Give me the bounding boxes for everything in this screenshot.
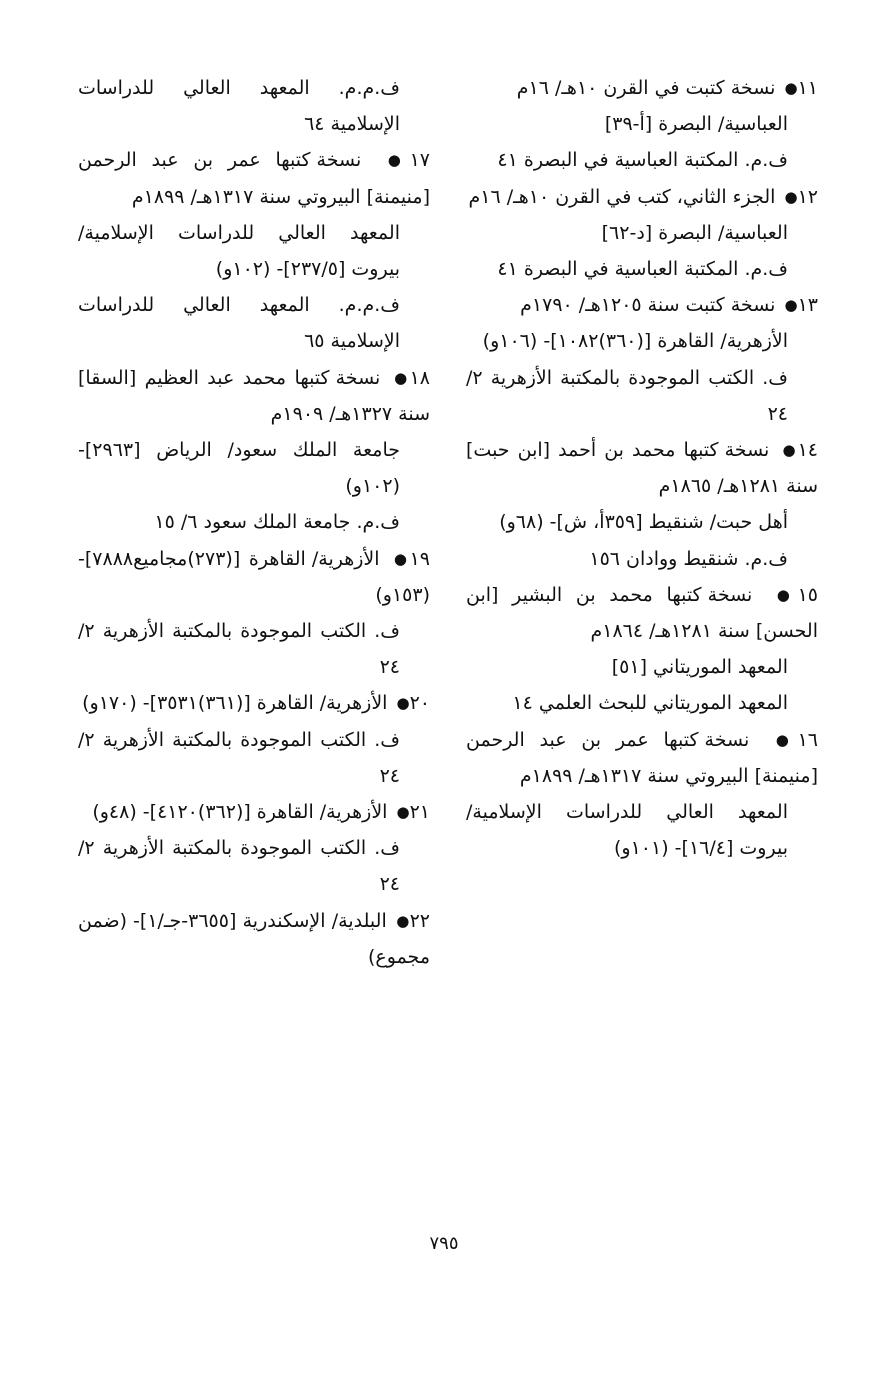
entry-heading [466, 722, 818, 794]
entry-heading [78, 685, 430, 721]
entry-line: ف. الكتب الموجودة بالمكتبة الأزهرية ٢/ ٢٤ [78, 728, 400, 787]
entry-heading [466, 432, 818, 504]
entry-line: ف.م. المكتبة العباسية في البصرة ٤١ [497, 258, 788, 281]
manuscript-entry [78, 541, 430, 686]
manuscript-entry [466, 577, 818, 722]
entry-line: ف. الكتب الموجودة بالمكتبة الأزهرية ٢/ ٢٤ [78, 620, 400, 679]
entry-number: ١٩ [409, 547, 431, 570]
bullet-icon: ● [784, 187, 798, 206]
manuscript-entry [78, 903, 430, 975]
entry-heading [78, 794, 430, 830]
manuscript-entry [466, 722, 818, 867]
bullet-icon: ● [780, 441, 798, 460]
bullet-icon: ● [396, 911, 410, 930]
entry-text: نسخة كتبها محمد بن أحمد [ابن حبت] سنة ١٢٨١هـ/ ١٨٦٥م [466, 439, 818, 498]
manuscript-entry [78, 794, 430, 903]
entry-text: الجزء الثاني، كتب في القرن ١٠هـ/ ١٦م [468, 185, 776, 208]
page-number: ٧٩٥ [429, 1233, 459, 1254]
entry-line: جامعة الملك سعود/ الرياض [٢٩٦٣]- (١٠٢و) [78, 439, 400, 498]
entry-text: الأزهرية/ القاهرة [(٣٦٢)٤١٢٠]- (٤٨و) [92, 801, 388, 824]
manuscript-entry [466, 287, 818, 432]
manuscript-entry [78, 685, 430, 794]
entry-number: ٢١ [409, 801, 430, 824]
entry-heading [466, 287, 818, 323]
bullet-icon: ● [784, 79, 798, 97]
manuscript-entry [78, 142, 430, 359]
entry-heading [78, 903, 430, 975]
manuscript-entry [78, 360, 430, 541]
entry-text: نسخة كتبت في القرن ١٠هـ/ ١٦م [516, 77, 776, 99]
entry-line: ف.م.م. المعهد العالي للدراسات الإسلامية ٦٤ [78, 77, 400, 136]
manuscript-entry [466, 432, 818, 577]
entry-heading [78, 541, 430, 613]
entry-heading [466, 179, 818, 215]
entry-line: ف.م.م. المعهد العالي للدراسات الإسلامية ٦٥ [78, 294, 400, 353]
entry-text: نسخة كتبها عمر بن عبد الرحمن [منيمنة] البيروتي سنة ١٣١٧هـ/ ١٨٩٩م [78, 149, 430, 208]
entry-text: الأزهرية/ القاهرة [(٢٧٣)مجاميع٧٨٨٨]- (١٥٣و) [78, 547, 430, 606]
entry-number: ٢٠ [409, 692, 430, 715]
bullet-icon: ● [767, 730, 798, 749]
entry-text: نسخة كتبها محمد عبد العظيم [السقا] سنة ١٣٢٧هـ/ ١٩٠٩م [78, 366, 430, 425]
entry-heading [466, 577, 818, 649]
left-column [78, 70, 430, 975]
entry-text: الأزهرية/ القاهرة [(٣٦١)٣٥٣١]- (١٧٠و) [82, 692, 388, 715]
entry-line: المعهد الموريتاني [٥١] [611, 656, 788, 679]
entry-number: ١١ [797, 77, 818, 99]
right-column [466, 70, 818, 866]
entry-line: المعهد العالي للدراسات الإسلامية/ بيروت [٢٣٧/٥]- (١٠٢و) [78, 221, 400, 281]
entry-line: ف.م. جامعة الملك سعود ٦/ ١٥ [154, 511, 400, 534]
entry-heading [466, 70, 818, 106]
bullet-icon: ● [379, 151, 410, 170]
bullet-icon: ● [769, 585, 798, 604]
manuscript-entry [466, 179, 818, 288]
entry-number: ١٥ [797, 583, 818, 606]
bullet-icon: ● [396, 803, 410, 822]
entry-number: ١٨ [409, 366, 430, 389]
bullet-icon: ● [396, 694, 410, 713]
manuscript-entry [78, 70, 430, 142]
entry-number: ١٤ [797, 439, 819, 462]
bullet-icon: ● [391, 368, 410, 387]
entry-line: ف. الكتب الموجودة بالمكتبة الأزهرية ٢/ ٢٤ [78, 837, 400, 896]
entry-heading [78, 142, 430, 214]
entry-line: المعهد العالي للدراسات الإسلامية/ بيروت [١٦/٤]- (١٠١و) [466, 801, 788, 860]
entry-number: ١٣ [797, 294, 818, 317]
entry-line: الأزهرية/ القاهرة [(٣٦٠)١٠٨٢]- (١٠٦و) [482, 330, 788, 353]
entry-line: العباسية/ البصرة [أ-٣٩] [604, 113, 788, 136]
entry-text: البلدية/ الإسكندرية [٣٦٥٥-جـ/١]- (ضمن مجموع) [78, 909, 430, 968]
entry-text: نسخة كتبها محمد بن البشير [ابن الحسن] سنة ١٢٨١هـ/ ١٨٦٤م [466, 583, 818, 643]
entry-text: نسخة كتبها عمر بن عبد الرحمن [منيمنة] البيروتي سنة ١٣١٧هـ/ ١٨٩٩م [466, 728, 818, 787]
entry-line: المعهد الموريتاني للبحث العلمي ١٤ [512, 692, 788, 715]
entry-line: العباسية/ البصرة [د-٦٢] [601, 221, 788, 244]
bullet-icon: ● [391, 549, 410, 568]
entry-text: نسخة كتبت سنة ١٢٠٥هـ/ ١٧٩٠م [520, 294, 776, 317]
entry-line: ف.م. شنقيط ووادان ١٥٦ [589, 547, 788, 570]
manuscript-entry [466, 70, 818, 179]
entry-number: ١٧ [409, 149, 430, 172]
entry-heading [78, 360, 430, 432]
entry-number: ١٦ [797, 728, 818, 751]
entry-number: ١٢ [797, 185, 818, 208]
entry-number: ٢٢ [409, 909, 430, 932]
entry-line: أهل حبت/ شنقيط [٣٥٩أ، ش]- (٦٨و) [499, 511, 788, 534]
bullet-icon: ● [784, 296, 798, 315]
entry-line: ف. الكتب الموجودة بالمكتبة الأزهرية ٢/ ٢٤ [466, 366, 788, 425]
entry-line: ف.م. المكتبة العباسية في البصرة ٤١ [497, 149, 788, 172]
